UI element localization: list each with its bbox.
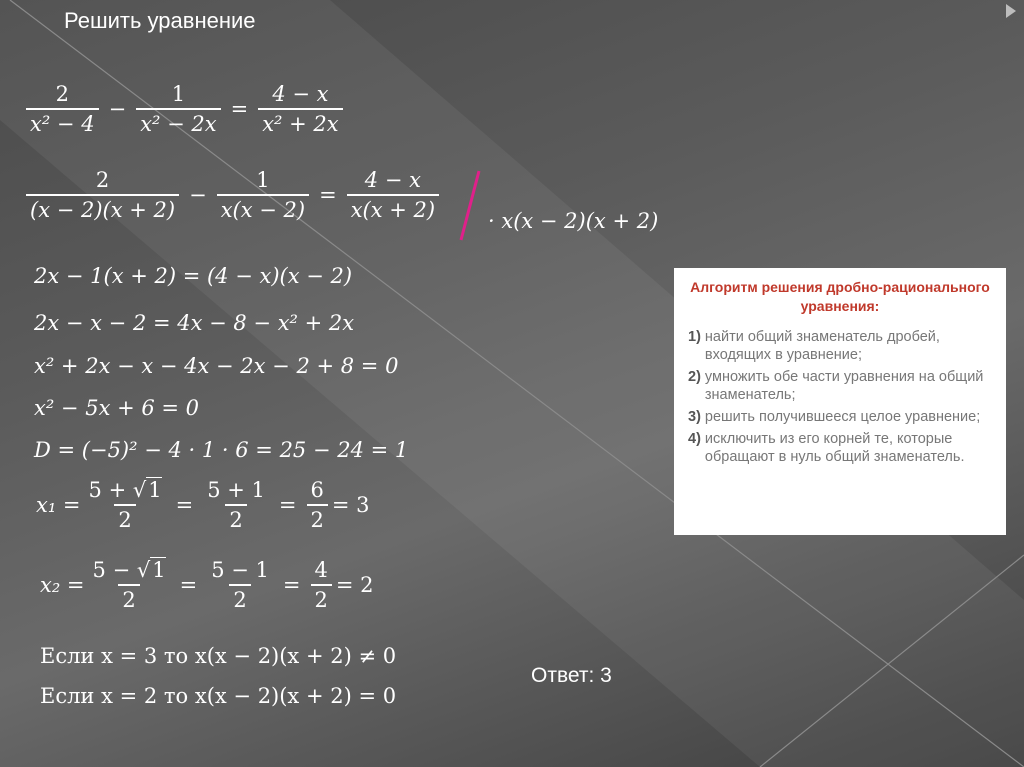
step-text: решить получившееся целое уравнение; xyxy=(704,409,981,425)
fraction: $\frac{5 + √1}{2}$ xyxy=(88,478,162,532)
root-label: x₁ = xyxy=(36,493,81,517)
slide-title: Решить уравнение xyxy=(64,8,256,33)
numerator: 5 − xyxy=(92,558,137,582)
step-text: умножить обе части уравнения на общий знаменатель; xyxy=(704,369,984,403)
fraction xyxy=(136,82,220,136)
algorithm-step xyxy=(688,328,992,364)
denominator: x² + 2x xyxy=(258,108,342,136)
step-line: x² − 5x + 6 = 0 xyxy=(34,396,200,420)
algorithm-step xyxy=(688,368,992,404)
numerator: 2 xyxy=(55,82,69,106)
fraction xyxy=(217,168,309,222)
common-denominator-multiplier: · x(x − 2)(x + 2) xyxy=(488,209,659,233)
algorithm-step xyxy=(688,408,992,426)
check-line: Если x = 3 то x(x − 2)(x + 2) ≠ 0 xyxy=(40,644,397,668)
operator: − xyxy=(189,183,207,207)
numerator: 2 xyxy=(95,168,110,192)
step-number: 4) xyxy=(688,431,701,447)
algorithm-step xyxy=(688,430,992,466)
fraction xyxy=(311,558,332,612)
denominator: x² − 4 xyxy=(26,108,99,136)
denominator: x(x + 2) xyxy=(347,194,439,222)
root-label: x₂ = xyxy=(40,573,85,597)
algorithm-box xyxy=(674,268,1006,535)
check-line: Если x = 2 то x(x − 2)(x + 2) = 0 xyxy=(40,684,397,708)
numerator: 5 + 1 xyxy=(207,478,265,502)
denominator: 2 xyxy=(229,584,250,612)
step-line: 2x − x − 2 = 4x − 8 − x² + 2x xyxy=(34,311,355,335)
radicand: 1 xyxy=(148,478,162,502)
algorithm-title: Алгоритм решения дробно-рационального уравнения: xyxy=(690,279,990,314)
root-result: = 3 xyxy=(331,493,370,517)
discriminant-line: D = (−5)² − 4 · 1 · 6 = 25 − 24 = 1 xyxy=(34,438,409,462)
slash-mark xyxy=(455,168,485,244)
step-text: найти общий знаменатель дробей, входящих в уравнение; xyxy=(704,329,940,363)
denominator: 2 xyxy=(118,584,139,612)
numerator: 5 + xyxy=(88,478,133,502)
fraction xyxy=(207,558,273,612)
operator: = xyxy=(230,97,249,121)
denominator: 2 xyxy=(311,584,332,612)
numerator: 6 xyxy=(310,478,324,502)
numerator: 1 xyxy=(171,82,186,106)
answer-text: Ответ: 3 xyxy=(531,664,612,687)
step-line: x² + 2x − x − 4x − 2x − 2 + 8 = 0 xyxy=(34,354,399,378)
step-number: 1) xyxy=(688,329,701,345)
denominator: x² − 2x xyxy=(136,108,220,136)
fraction xyxy=(347,168,439,222)
root-result: = 2 xyxy=(335,573,374,597)
equation-factored xyxy=(22,168,443,222)
operator: − xyxy=(108,97,127,121)
step-number: 3) xyxy=(688,409,701,425)
root-x2: x₂ = $\frac{5 - √1}{2}$ = $\frac{5 - 1}{2}$ = $\frac{4}{2}$ = 2 xyxy=(40,558,374,612)
numerator: 4 − x xyxy=(364,168,421,192)
fraction xyxy=(26,82,99,136)
denominator: (x − 2)(x + 2) xyxy=(26,194,179,222)
step-text: исключить из его корней те, которые обращают в нуль общий знаменатель. xyxy=(704,431,965,465)
fraction xyxy=(203,478,269,532)
operator: = xyxy=(319,183,337,207)
numerator: 5 − 1 xyxy=(211,558,269,582)
denominator: 2 xyxy=(114,504,135,532)
numerator: 4 − x xyxy=(272,82,329,106)
denominator: x(x − 2) xyxy=(217,194,309,222)
step-line: 2x − 1(x + 2) = (4 − x)(x − 2) xyxy=(34,264,353,288)
denominator: 2 xyxy=(307,504,328,532)
next-arrow-icon xyxy=(1006,4,1016,18)
fraction xyxy=(258,82,342,136)
denominator: 2 xyxy=(225,504,246,532)
radicand: 1 xyxy=(152,558,166,582)
equation-original xyxy=(22,82,347,136)
fraction: $\frac{5 - √1}{2}$ xyxy=(92,558,166,612)
root-x1: x₁ = $\frac{5 + √1}{2}$ = $\frac{5 + 1}{2}$ = $\frac{6}{2}$ = 3 xyxy=(36,478,370,532)
numerator: 4 xyxy=(314,558,328,582)
fraction xyxy=(26,168,179,222)
numerator: 1 xyxy=(256,168,270,192)
fraction xyxy=(307,478,328,532)
step-number: 2) xyxy=(688,369,701,385)
